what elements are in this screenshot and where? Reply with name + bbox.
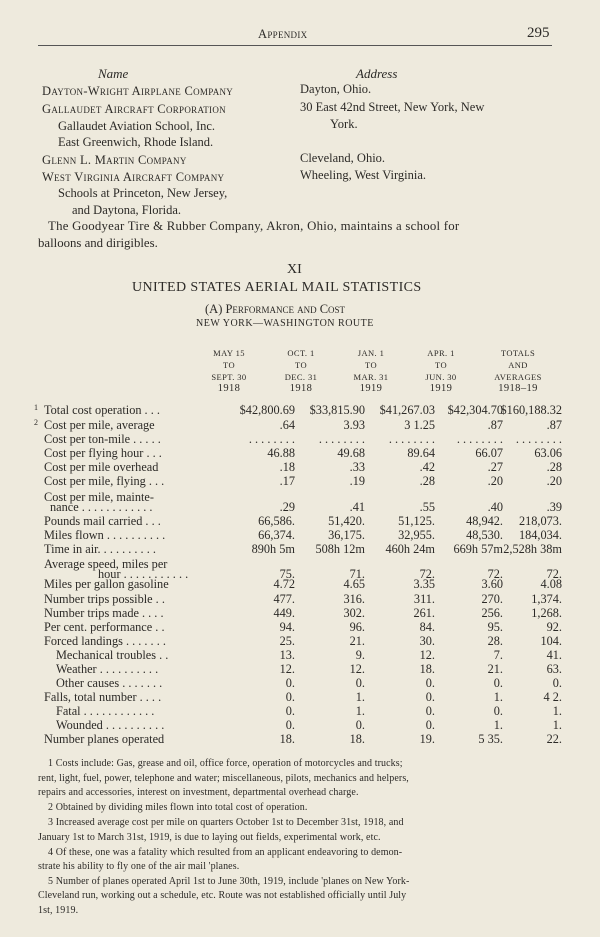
goodyear-paragraph-line: The Goodyear Tire & Rubber Company, Akron, Ohio, maintains a school for — [48, 219, 460, 233]
cell-value: 508h 12m — [315, 542, 365, 556]
table-row — [34, 704, 562, 718]
table-row — [34, 662, 562, 676]
cell-value: .87 — [487, 418, 503, 432]
row-label: Cost per mile, average — [44, 418, 155, 432]
cell-value: 0. — [355, 676, 365, 690]
row-label: Forced landings . . . . . . . — [44, 634, 166, 648]
school-name: West Virginia Aircraft Company — [42, 170, 225, 184]
cell-value: 1. — [355, 690, 365, 704]
cell-value: 5 35. — [478, 732, 503, 746]
cell-value: 1. — [355, 704, 365, 718]
cell-value: 12. — [279, 662, 295, 676]
cell-value: 63. — [546, 662, 562, 676]
section-title: UNITED STATES AERIAL MAIL STATISTICS — [132, 280, 422, 295]
cell-value: 41. — [546, 648, 562, 662]
cell-value: 22. — [546, 732, 562, 746]
row-label: Weather . . . . . . . . . . — [56, 662, 159, 676]
cell-value: 95. — [487, 620, 503, 634]
table-row — [34, 403, 562, 417]
cell-value: 13. — [279, 648, 295, 662]
section-number: XI — [287, 262, 302, 277]
cell-value: .18 — [279, 460, 295, 474]
cell-value: 0. — [493, 676, 503, 690]
cell-value: 460h 24m — [385, 542, 435, 556]
cell-value: 92. — [546, 620, 562, 634]
table-row — [34, 592, 562, 606]
table-row — [34, 432, 562, 446]
cell-value: 21. — [487, 662, 503, 676]
table-row — [34, 634, 562, 648]
footnote-line: rent, light, fuel, power, telephone and water; miscellaneous, pilots, mechanics and helpers, — [38, 773, 409, 784]
cell-value: 4.65 — [343, 577, 365, 591]
page-number: 295 — [527, 25, 550, 41]
cell-value: 32,955. — [398, 528, 435, 542]
footnote-line: 4 Of these, one was a fatality which resulted from an applicant endeavoring to demon- — [48, 847, 403, 858]
cell-value: 218,073. — [518, 514, 562, 528]
cell-value: 270. — [481, 592, 503, 606]
row-label: Falls, total number . . . . — [44, 690, 162, 704]
name-column-heading: Name — [98, 66, 129, 81]
cell-value: .28 — [546, 460, 562, 474]
table-row — [34, 732, 562, 746]
cell-value: 0. — [285, 676, 295, 690]
cell-value: 21. — [349, 634, 365, 648]
table-row — [34, 460, 562, 474]
cell-value: 311. — [413, 592, 435, 606]
cell-value: .33 — [349, 460, 365, 474]
row-label: Number trips possible . . — [44, 592, 165, 606]
route-heading: NEW YORK—WASHINGTON ROUTE — [196, 318, 374, 329]
row-label: Cost per ton-mile . . . . . — [44, 432, 161, 446]
cell-value: .41 — [349, 500, 365, 514]
cell-value: 48,530. — [466, 528, 503, 542]
school-name: East Greenwich, Rhode Island. — [58, 135, 214, 149]
cell-value: $41,267.03 — [379, 403, 435, 417]
table-row — [34, 718, 562, 732]
column-header: JAN. 1 TO MAR. 31 1919 — [353, 348, 389, 394]
footnote-line: repairs and accessories, interest on investment, departmental overhead charge. — [38, 787, 359, 798]
school-name: and Daytona, Florida. — [72, 203, 182, 217]
cell-value: 316. — [343, 592, 365, 606]
cell-value: 261. — [413, 606, 435, 620]
cell-value: .87 — [546, 418, 562, 432]
cell-value: .42 — [419, 460, 435, 474]
cell-value: 0. — [285, 704, 295, 718]
school-name: Dayton-Wright Airplane Company — [42, 84, 234, 98]
cell-value: 84. — [419, 620, 435, 634]
table-row — [34, 474, 562, 488]
cell-value: . . . . . . . . — [515, 432, 562, 446]
cell-value: .28 — [419, 474, 435, 488]
cell-value: .40 — [487, 500, 503, 514]
cell-value: .29 — [279, 500, 295, 514]
cell-value: 12. — [349, 662, 365, 676]
cell-value: 30. — [419, 634, 435, 648]
column-header: MAY 15 TO SEPT. 30 1918 — [211, 348, 247, 394]
cell-value: 669h 57m — [453, 542, 503, 556]
table-row — [34, 528, 562, 542]
footnote-line: 5 Number of planes operated April 1st to June 30th, 1919, include 'planes on New York- — [48, 876, 410, 887]
row-label: Pounds mail carried . . . — [44, 514, 161, 528]
cell-value: 0. — [355, 718, 365, 732]
cell-value: 0. — [425, 676, 435, 690]
cell-value: 1,268. — [531, 606, 562, 620]
cell-value: 72. — [487, 567, 503, 581]
school-name: Glenn L. Martin Company — [42, 153, 187, 167]
cell-value: 0. — [425, 690, 435, 704]
cell-value: 89.64 — [407, 446, 435, 460]
cell-value: 9. — [355, 648, 365, 662]
cell-value: 12. — [419, 648, 435, 662]
cell-value: 0. — [552, 676, 562, 690]
cell-value: 3.93 — [343, 418, 365, 432]
cell-value: 1. — [493, 690, 503, 704]
cell-value: 94. — [279, 620, 295, 634]
school-address: Dayton, Ohio. — [300, 82, 372, 96]
cell-value: 3.35 — [413, 577, 435, 591]
running-header-title: Appendix — [258, 27, 308, 41]
cell-value: .20 — [546, 474, 562, 488]
row-label: Number planes operated — [44, 732, 165, 746]
row-label: Time in air. . . . . . . . . . — [44, 542, 156, 556]
row-label: Cost per mile overhead — [44, 460, 159, 474]
header-rule — [38, 45, 552, 46]
row-label: Miles flown . . . . . . . . . . — [44, 528, 166, 542]
cell-value: 4.72 — [273, 577, 295, 591]
cell-value: . . . . . . . . — [318, 432, 365, 446]
cell-value: 66,374. — [258, 528, 295, 542]
cell-value: .27 — [487, 460, 503, 474]
cell-value: 51,420. — [328, 514, 365, 528]
cell-value: 890h 5m — [251, 542, 295, 556]
cell-value: 66.07 — [475, 446, 503, 460]
cell-value: 18. — [349, 732, 365, 746]
footnote-line: January 1st to March 31st, 1919, is due to laying out fields, experimental work, etc. — [38, 832, 381, 843]
table-row — [34, 606, 562, 620]
cell-value: 63.06 — [534, 446, 562, 460]
footnote-line: 3 Increased average cost per mile on quarters October 1st to December 31st, 1918, and — [48, 817, 404, 828]
cell-value: 0. — [493, 704, 503, 718]
address-column-heading: Address — [356, 66, 398, 81]
table-row — [34, 446, 562, 460]
column-header: TOTALS AND AVERAGES 1918–19 — [494, 348, 542, 394]
cell-value: 4 2. — [543, 690, 562, 704]
cell-value: 72. — [546, 567, 562, 581]
cell-value: 19. — [419, 732, 435, 746]
footnote-line: strate his ability to fly one of the air mail 'planes. — [38, 861, 240, 872]
cell-value: .55 — [419, 500, 435, 514]
row-label: Number trips made . . . . — [44, 606, 164, 620]
cell-value: 3 1.25 — [404, 418, 435, 432]
table-row — [34, 542, 562, 556]
column-header: APR. 1 TO JUN. 30 1919 — [425, 348, 457, 394]
cell-value: .39 — [546, 500, 562, 514]
cell-value: 477. — [273, 592, 295, 606]
cell-value: $160,188.32 — [500, 403, 562, 417]
cell-value: .64 — [279, 418, 295, 432]
cell-value: . . . . . . . . — [456, 432, 503, 446]
row-label: Fatal . . . . . . . . . . . . — [56, 704, 155, 718]
cell-value: 184,034. — [518, 528, 562, 542]
school-name: Gallaudet Aircraft Corporation — [42, 102, 226, 116]
school-address: Cleveland, Ohio. — [300, 151, 386, 165]
cell-value: 302. — [343, 606, 365, 620]
row-label: Wounded . . . . . . . . . . — [56, 718, 165, 732]
cell-value: 0. — [425, 704, 435, 718]
row-label: Total cost operation . . . — [44, 403, 160, 417]
table-row — [34, 676, 562, 690]
table-row — [34, 500, 562, 514]
cell-value: .19 — [349, 474, 365, 488]
school-name: Gallaudet Aviation School, Inc. — [58, 119, 216, 133]
cell-value: $33,815.90 — [309, 403, 365, 417]
cell-value: . . . . . . . . — [388, 432, 435, 446]
cell-value: 1. — [493, 718, 503, 732]
row-label: Cost per mile, mainte- — [44, 490, 154, 504]
cell-value: 96. — [349, 620, 365, 634]
row-label: Cost per flying hour . . . — [44, 446, 162, 460]
footnote-line: 1st, 1919. — [38, 905, 79, 916]
cell-value: 18. — [419, 662, 435, 676]
footnote-line: Cleveland run, working out a schedule, etc. Route was not established officially until July — [38, 890, 407, 901]
column-header: OCT. 1 TO DEC. 31 1918 — [284, 348, 318, 394]
table-row — [34, 514, 562, 528]
cell-value: 1. — [552, 704, 562, 718]
table-row — [34, 418, 562, 432]
cell-value: 18. — [279, 732, 295, 746]
cell-value: 0. — [285, 690, 295, 704]
row-label: Cost per mile, flying . . . — [44, 474, 165, 488]
cell-value: .20 — [487, 474, 503, 488]
cell-value: 49.68 — [337, 446, 365, 460]
cell-value: . . . . . . . . — [248, 432, 295, 446]
cell-value: 1,374. — [531, 592, 562, 606]
cell-value: 75. — [279, 567, 295, 581]
goodyear-paragraph-line: balloons and dirigibles. — [38, 236, 158, 250]
row-label: hour . . . . . . . . . . . — [98, 567, 189, 581]
cell-value: .17 — [279, 474, 295, 488]
school-address: Wheeling, West Virginia. — [300, 168, 427, 182]
footnote-ref: 1 — [34, 403, 38, 412]
cell-value: $42,800.69 — [239, 403, 295, 417]
school-name: Schools at Princeton, New Jersey, — [58, 186, 228, 200]
cell-value: 28. — [487, 634, 503, 648]
cell-value: 25. — [279, 634, 295, 648]
cell-value: 46.88 — [267, 446, 295, 460]
table-row — [34, 620, 562, 634]
footnote-line: 2 Obtained by dividing miles flown into total cost of operation. — [48, 802, 308, 813]
section-subtitle: (A) Performance and Cost — [205, 302, 346, 316]
cell-value: 51,125. — [398, 514, 435, 528]
school-address: York. — [330, 117, 358, 131]
row-label: Per cent. performance . . — [44, 620, 165, 634]
cell-value: 449. — [273, 606, 295, 620]
row-label: nance . . . . . . . . . . . . — [50, 500, 153, 514]
footnote-ref: 2 — [34, 418, 38, 427]
cell-value: 1. — [552, 718, 562, 732]
cell-value: 3.60 — [481, 577, 503, 591]
cell-value: 36,175. — [328, 528, 365, 542]
cell-value: 256. — [481, 606, 503, 620]
cell-value: $42,304.70 — [447, 403, 503, 417]
cell-value: 4.08 — [540, 577, 562, 591]
footnote-line: 1 Costs include: Gas, grease and oil, office force, operation of motorcycles and trucks; — [48, 758, 403, 769]
cell-value: 71. — [349, 567, 365, 581]
table-row — [34, 577, 562, 591]
row-label: Miles per gallon gasoline — [44, 577, 169, 591]
cell-value: 66,586. — [258, 514, 295, 528]
cell-value: 7. — [493, 648, 503, 662]
cell-value: 48,942. — [466, 514, 503, 528]
row-label: Other causes . . . . . . . — [56, 676, 163, 690]
cell-value: 72. — [419, 567, 435, 581]
school-address: 30 East 42nd Street, New York, New — [300, 100, 485, 114]
row-label: Average speed, miles per — [44, 557, 168, 571]
table-row — [34, 690, 562, 704]
cell-value: 2,528h 38m — [503, 542, 562, 556]
cell-value: 0. — [285, 718, 295, 732]
table-row — [34, 648, 562, 662]
cell-value: 104. — [540, 634, 562, 648]
cell-value: 0. — [425, 718, 435, 732]
row-label: Mechanical troubles . . — [56, 648, 169, 662]
